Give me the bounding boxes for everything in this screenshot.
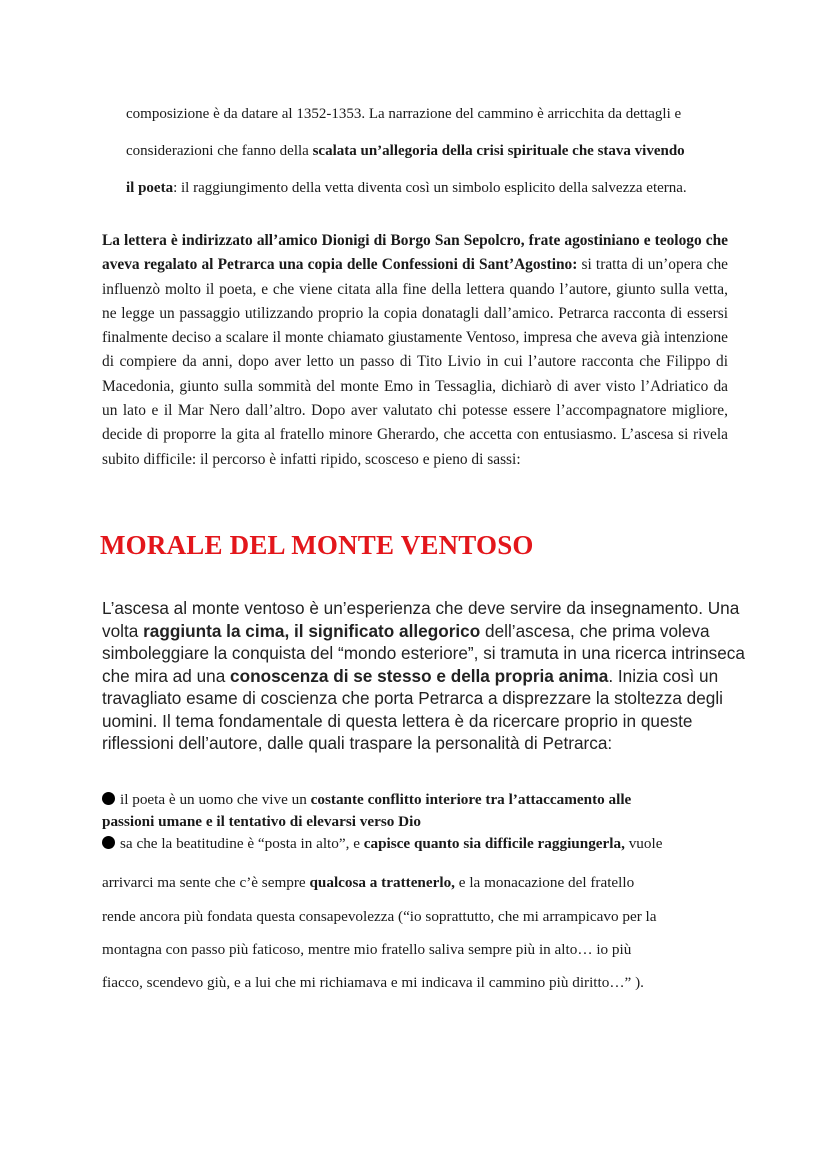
bullet-text: il poeta è un uomo che vive un xyxy=(120,791,311,808)
bullet-dot-icon xyxy=(102,836,115,849)
bullet-bold-text: passioni umane e il tentativo di elevarsi verso Dio xyxy=(102,813,421,830)
letter-paragraph xyxy=(102,229,728,472)
morale-bold-text: raggiunta la cima, il significato allegorico xyxy=(143,620,481,641)
bullet-line xyxy=(102,866,742,900)
intro-line: composizione è da datare al 1352-1353. La narrazione del cammino è arricchita da dettagli e xyxy=(126,106,682,122)
morale-line: uomini. Il tema fondamentale di questa lettera è da ricercare proprio in queste xyxy=(102,710,693,731)
letter-text: si tratta di un’opera che influenzò molto il poeta, e che viene citata alla fine della lettera quando l’autore, giunto sulla vetta, ne legge un passaggio utilizzando proprio la copia donatagli dall’amico. Petrarca racconta di essersi finalmente deciso a scalare il monte chiamato giustamente Ventoso, impresa che aveva già intenzione di compiere da anni, dopo aver letto un passo di Tito Livio in cui l’autore racconta che Filippo di Macedonia, giunto sulla sommità del monte Emo in Tessaglia, dichiarò di aver visto l’Adriatico da un lato e il Mar Nero dall’altro. Dopo aver valutato chi potesse essere l’accompagnatore migliore, decide di proporre la gita al fratello minore Gherardo, che accetta con entusiasmo. L’ascesa si rivela subito difficile: il percorso è infatti ripido, scosceso e pieno di sassi: xyxy=(102,256,728,468)
bullet-item xyxy=(102,833,742,855)
bullet-line: montagna con passo più faticoso, mentre mio fratello saliva sempre più in alto… io più xyxy=(102,941,632,958)
letter-bold-text: La lettera è indirizzato all’amico Dionigi di Borgo San Sepolcro, frate agostiniano e teologo che aveva regalato al Petrarca una copia delle Confessioni di Sant’Agostino: xyxy=(102,232,728,274)
bullet-line: rende ancora più fondata questa consapevolezza (“io soprattutto, che mi arrampicavo per la xyxy=(102,908,657,925)
morale-text: volta xyxy=(102,620,144,641)
intro-bold-text: scalata un’allegoria della crisi spirituale che stava vivendo xyxy=(312,143,685,159)
intro-line xyxy=(126,133,756,170)
morale-line: L’ascesa al monte ventoso è un’esperienza che deve servire da insegnamento. Una xyxy=(102,598,740,618)
intro-paragraph xyxy=(126,96,756,207)
intro-text: : il raggiungimento della vetta diventa così un simbolo esplicito della salvezza eterna. xyxy=(173,180,687,196)
morale-line: riflessioni dell’autore, dalle quali traspare la personalità di Petrarca: xyxy=(102,733,613,753)
morale-line xyxy=(102,665,742,688)
bullet-bold-text: qualcosa a trattenerlo, xyxy=(309,874,455,891)
bullet-bold-text: costante conflitto interiore tra l’attaccamento alle xyxy=(310,791,632,808)
morale-text: che mira ad una xyxy=(102,665,231,686)
bullet-bold-text: capisce quanto sia difficile raggiungerla, xyxy=(363,835,625,852)
section-heading: MORALE DEL MONTE VENTOSO xyxy=(100,530,534,560)
morale-bold-text: conoscenza di se stesso e della propria anima xyxy=(230,665,609,686)
bullet-dot-icon xyxy=(102,792,115,805)
intro-line xyxy=(126,170,756,207)
intro-bold-text: il poeta xyxy=(126,180,174,196)
intro-text: considerazioni che fanno della xyxy=(126,143,313,159)
morale-paragraph xyxy=(102,597,745,755)
bullet-list xyxy=(102,789,742,999)
bullet-item xyxy=(102,789,742,811)
bullet-text: vuole xyxy=(624,835,663,852)
morale-line: simboleggiare la conquista del “mondo esteriore”, si tramuta in una ricerca intrinseca xyxy=(102,643,745,663)
bullet-text: arrivarci ma sente che c’è sempre xyxy=(102,874,310,891)
bullet-line: fiacco, scendevo giù, e a lui che mi richiamava e mi indicava il cammino più diritto…” ). xyxy=(102,974,644,991)
morale-line xyxy=(102,620,742,643)
bullet-text: e la monacazione del fratello xyxy=(454,874,635,891)
morale-text: . Inizia così un xyxy=(608,665,719,686)
morale-text: dell’ascesa, che prima voleva xyxy=(480,620,710,641)
bullet-text: sa che la beatitudine è “posta in alto”, e xyxy=(120,835,364,852)
morale-line: travagliato esame di coscienza che porta Petrarca a disprezzare la stoltezza degli xyxy=(102,688,723,708)
